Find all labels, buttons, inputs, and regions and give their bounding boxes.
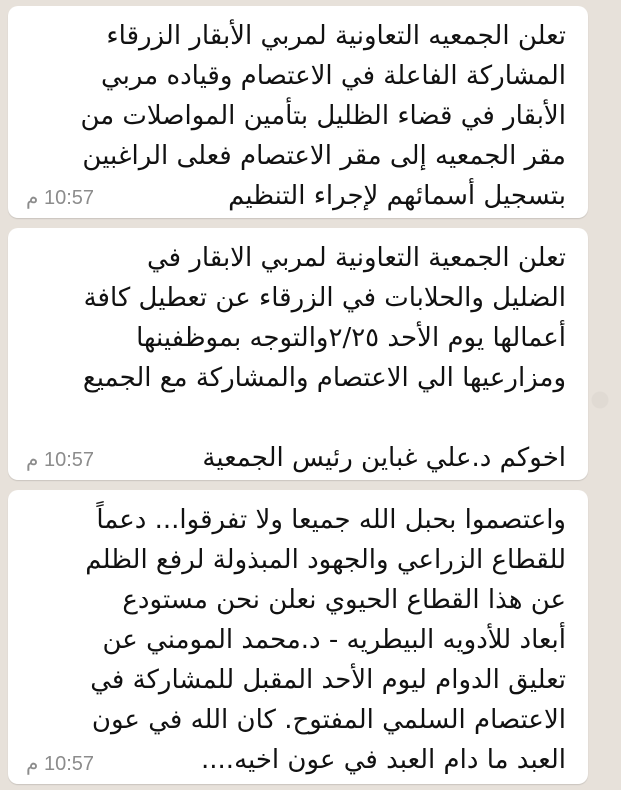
message-text: تعلن الجمعيه التعاونية لمربي الأبقار الزرقاء المشاركة الفاعلة في الاعتصام وقياده مربي الأبقار في قضاء الظليل بتأمين المواصلات من مقر الجمعيه إلى مقر الاعتصام فعلى الراغبين بتسجيل أسمائهم لإجراء التنظيم [80, 21, 566, 211]
message-timestamp: 10:57 م [26, 187, 95, 209]
message-timestamp: 10:57 م [26, 449, 95, 471]
message-bubble[interactable] [8, 228, 588, 480]
message-text: واعتصموا بحبل الله جميعا ولا تفرقوا... دعماً للقطاع الزراعي والجهود المبذولة لرفع الظلم عن هذا القطاع الحيوي نعلن نحن مستودع أبعاد للأدويه البيطريه - د.محمد المومني عن تعليق الدوام ليوم الأحد المقبل للمشاركة في الاعتصام السلمي المفتوح. كان الله في عون العبد ما دام العبد في عون اخيه.... [85, 505, 566, 775]
message-text: تعلن الجمعية التعاونية لمربي الابقار في الضليل والحلابات في الزرقاء عن تعطيل كافة أعمالها يوم الأحد ٢/٢٥والتوجه بموظفينها ومزارعيها الي الاعتصام والمشاركة مع الجميع اخوكم د.علي غباين رئيس الجمعية [82, 243, 566, 473]
message-timestamp: 10:57 م [26, 753, 95, 775]
message-bubble[interactable] [8, 6, 588, 218]
message-bubble[interactable] [8, 490, 588, 784]
